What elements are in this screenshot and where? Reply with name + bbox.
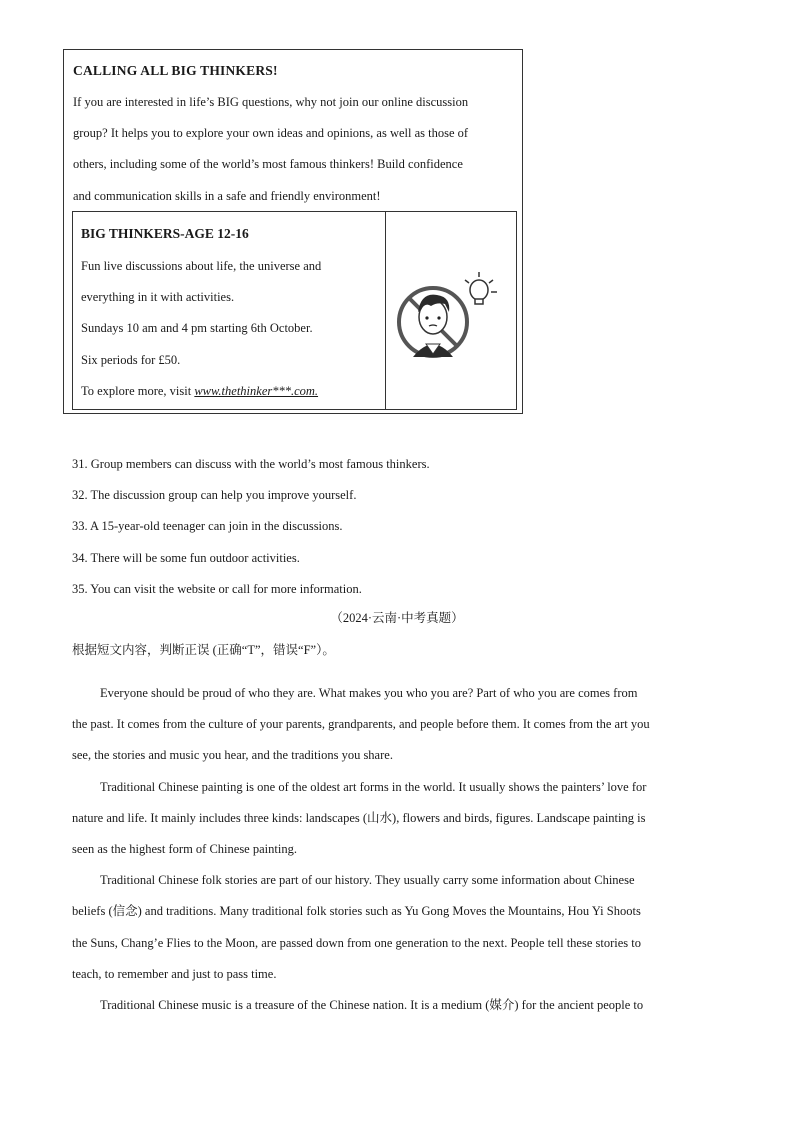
passage-line: nature and life. It mainly includes three kinds: landscapes (山水), flowers and birds, figures. Landscape painting is [72,810,646,825]
question-item: 32. The discussion group can help you improve yourself. [72,488,357,503]
website-link[interactable]: www.thethinker***.com. [194,383,319,398]
passage-line: beliefs (信念) and traditions. Many traditional folk stories such as Yu Gong Moves the Mountains, Hou Yi Shoots [72,904,641,919]
passage-line: the past. It comes from the culture of your parents, grandparents, and people before them. It comes from the art you [72,717,650,732]
ad-details-cell [73,212,386,409]
ad-details-lines [81,251,321,407]
ad-intro-line: and communication skills in a safe and friendly environment! [73,188,381,203]
thinker-cartoon-illustration [393,262,508,367]
passage-line: Traditional Chinese folk stories are part of our history. They usually carry some information about Chinese [100,873,635,888]
task-instruction: 根据短文内容，判断正误 (正确“T”，错误“F”）。 [72,643,335,657]
question-list [72,449,430,605]
passage-line: the Suns, Chang’e Flies to the Moon, are passed down from one generation to the next. People tell these stories to [72,935,641,950]
ad-intro [73,87,519,212]
passage-line: Traditional Chinese music is a treasure of the Chinese nation. It is a medium (媒介) for the ancient people to [100,998,644,1013]
ad-intro-line: others, including some of the world’s most famous thinkers! Build confidence [73,157,463,172]
passage-line: Traditional Chinese painting is one of the oldest art forms in the world. It usually shows the painters’ love for [100,779,647,794]
passage-line: teach, to remember and just to pass time. [72,966,277,981]
question-item: 33. A 15-year-old teenager can join in the discussions. [72,519,343,534]
ad-intro-line: group? It helps you to explore your own ideas and opinions, as well as those of [73,126,469,141]
question-item: 34. There will be some fun outdoor activities. [72,550,300,565]
ad-details-line: everything in it with activities. [81,290,235,305]
passage-line: seen as the highest form of Chinese painting. [72,842,297,857]
question-item: 31. Group members can discuss with the world’s most famous thinkers. [72,457,430,471]
ad-intro-line: If you are interested in life’s BIG questions, why not join our online discussion [73,95,469,109]
question-item: 35. You can visit the website or call for more information. [72,581,362,596]
ad-visit-prefix: To explore more, visit [81,383,195,398]
ad-details-title: BIG THINKERS-AGE 12-16 [81,226,249,241]
reading-passage [72,678,722,1021]
ad-details-line: Sundays 10 am and 4 pm starting 6th October. [81,321,313,336]
ad-details-table [72,211,517,410]
ad-details-line: Six periods for £50. [81,352,181,367]
ad-box [63,49,523,414]
passage-line: Everyone should be proud of who they are. What makes you who you are? Part of who you are comes from [100,686,638,700]
ad-title: CALLING ALL BIG THINKERS! [73,63,278,78]
exam-source: （2024·云南·中考真题） [330,611,464,625]
passage-line: see, the stories and music you hear, and the traditions you share. [72,748,393,763]
ad-visit-line [81,376,321,407]
ad-details-line: Fun live discussions about life, the universe and [81,259,322,273]
